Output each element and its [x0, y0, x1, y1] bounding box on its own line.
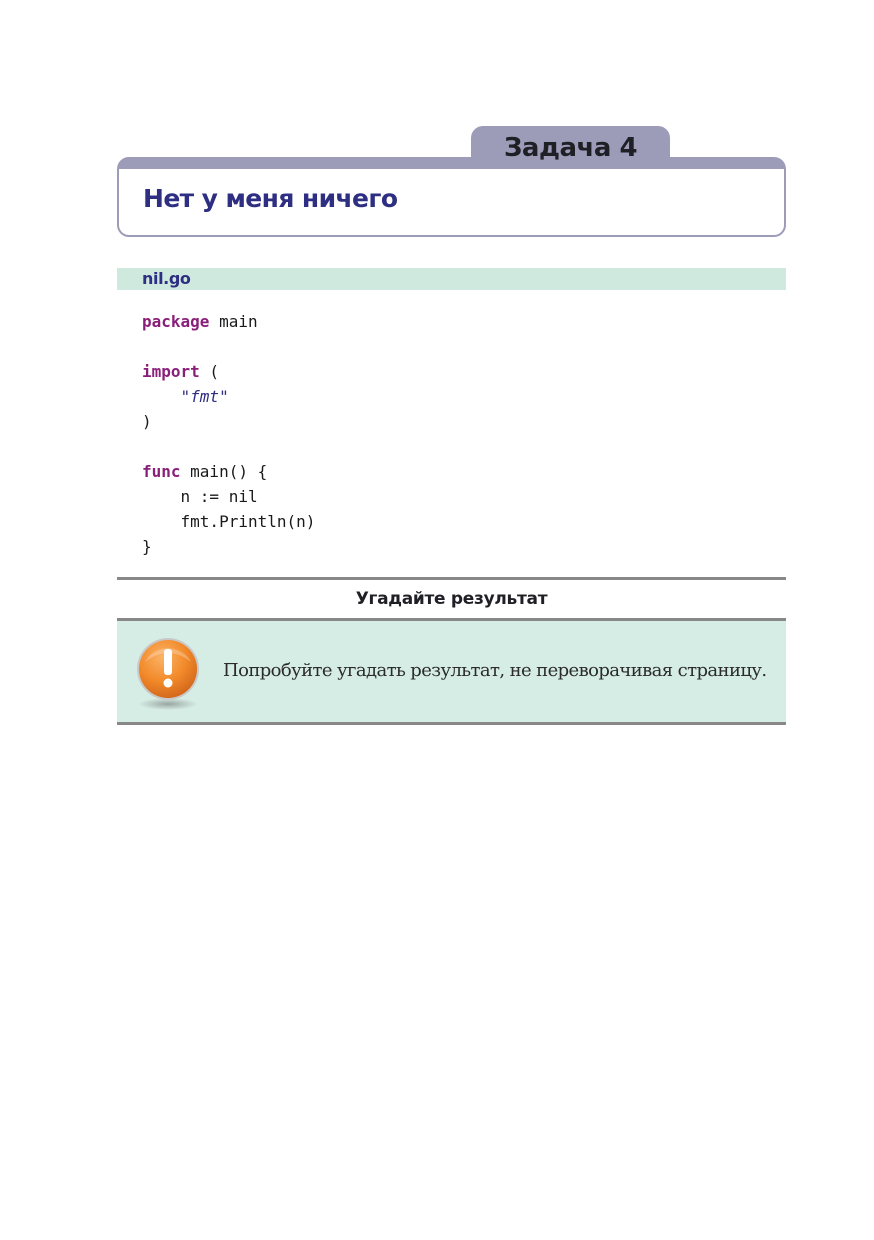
guess-instruction: Попробуйте угадать результат, не переворачивая страницу. [223, 660, 767, 681]
code-token: ( [199, 362, 220, 381]
exclamation-icon [135, 636, 201, 712]
task-number-tab [471, 126, 670, 170]
task-number-label: Задача 4 [503, 133, 638, 163]
code-keyword: func [142, 462, 181, 481]
code-string: "fmt" [180, 387, 229, 406]
task-title-box [117, 169, 786, 237]
code-token: main [209, 312, 258, 331]
code-line [142, 534, 315, 559]
code-line [142, 359, 315, 384]
code-line [142, 309, 315, 334]
guess-divider [117, 577, 786, 580]
file-name: nil.go [142, 269, 191, 288]
task-title: Нет у меня ничего [143, 184, 398, 213]
code-token: ) [142, 412, 152, 431]
code-token: main() { [180, 462, 268, 481]
code-listing [142, 309, 315, 559]
code-line [142, 434, 315, 459]
code-keyword: package [142, 312, 210, 331]
guess-heading: Угадайте результат [355, 589, 548, 609]
code-token: fmt.Println(n) [142, 512, 316, 531]
code-line [142, 384, 315, 409]
code-token: n := nil [142, 487, 258, 506]
code-line [142, 459, 315, 484]
code-token [142, 387, 181, 406]
code-keyword: import [142, 362, 200, 381]
code-line [142, 484, 315, 509]
code-line [142, 409, 315, 434]
file-name-band [117, 268, 786, 290]
guess-note-box [117, 618, 786, 725]
code-token: } [142, 537, 152, 556]
code-line [142, 334, 315, 359]
code-line [142, 509, 315, 534]
